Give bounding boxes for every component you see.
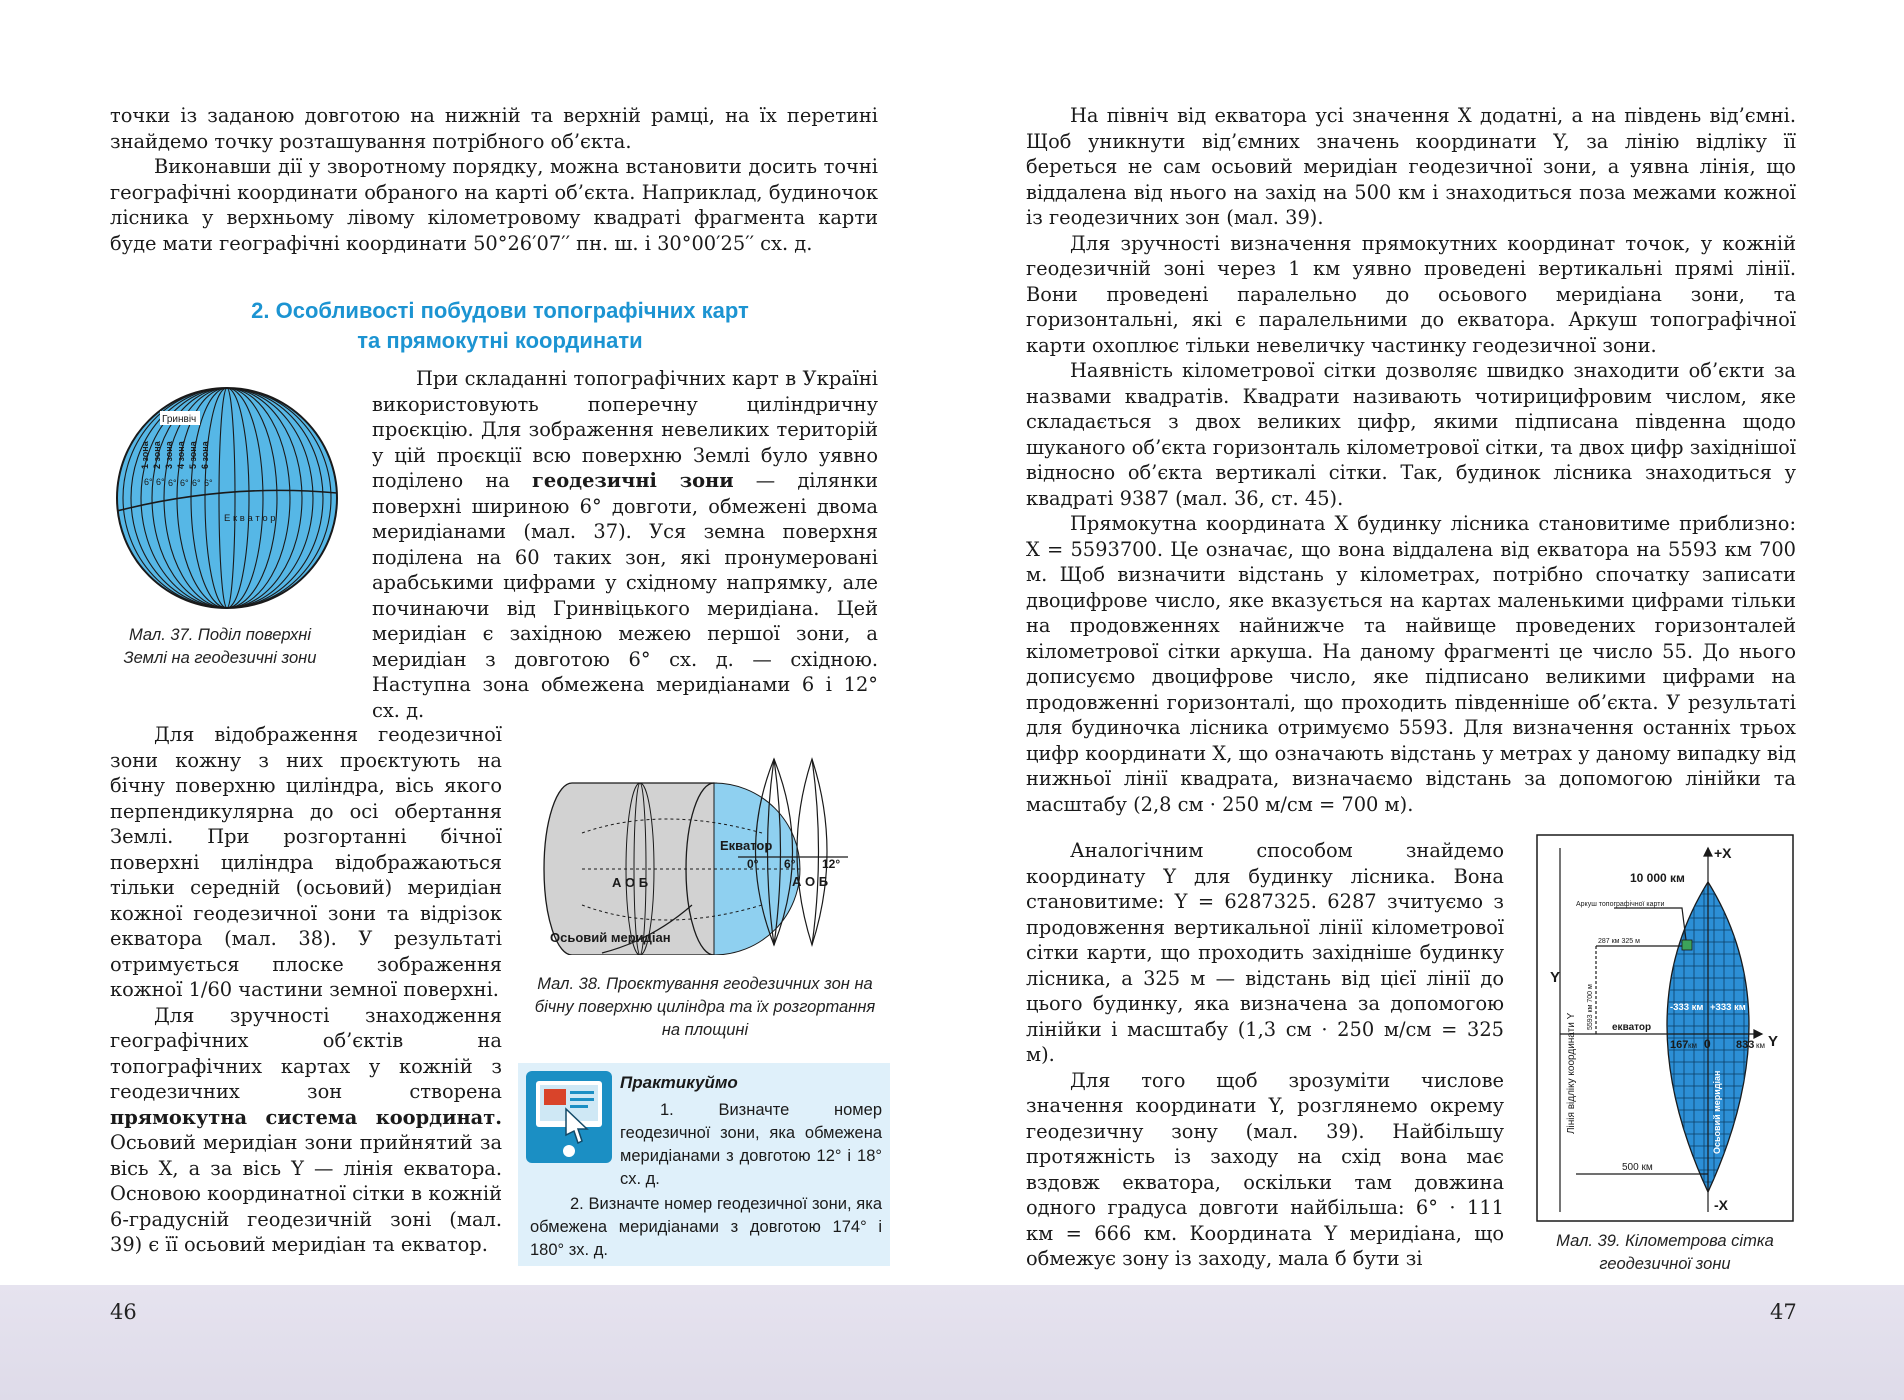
minus-x-label: -X bbox=[1714, 1197, 1728, 1213]
degree-label: 6° bbox=[156, 477, 165, 487]
figure-37-globe bbox=[112, 383, 342, 613]
aob-label: А О Б bbox=[612, 875, 649, 890]
y-axis-end-label: Y bbox=[1768, 1033, 1779, 1050]
paragraph: На північ від екватора усі значення X додатні, а на південь від’ємні. Щоб уникнути від’ємних значень координати Y, за лінію відліку її береться не сам осьовий меридіан геодезичної зони, а уявна лінія, що віддалена від нього на захід на 500 км і знаходиться поза межами кожної із геодезичних зон (мал. 39). bbox=[1026, 104, 1796, 229]
left-text-projection bbox=[372, 366, 878, 723]
equator-label: Е к в а т о р bbox=[224, 513, 276, 524]
zone-label: 3 зона bbox=[164, 441, 174, 469]
page-number-left: 46 bbox=[110, 1300, 137, 1324]
y833-label: 833 bbox=[1736, 1039, 1755, 1051]
figure-39-grid bbox=[1536, 834, 1794, 1222]
practice-item-2: 2. Визначте номер геодезичної зони, яка обмежена меридіанами з довготою 174° і 180° зх. д. bbox=[530, 1195, 882, 1259]
degree-label: 6° bbox=[180, 478, 189, 488]
figure-39-caption: Мал. 39. Кілометрова сітка геодезичної зони bbox=[1556, 1232, 1774, 1273]
paragraph: При складанні топографічних карт в Україні використовують поперечну циліндричну проєкцію. Для зображення невеликих територій у цій проєкції всю поверхню Землі було уявно поділено на геодезичні зони — ділянки поверхні шириною 6° довготи, обмежені двома меридіанами (мал. 37). Уся земна поверхня поділена на 60 таких зон, які пронумеровані арабськими цифрами у східному напрямку, але починаючи від Гринвіцького меридіана. Цей меридіан є західною межею першої зони, а меридіан з довготою 6° сх. д. — східною. Наступна зона обмежена меридіанами 6 і 12° сх. д. bbox=[372, 367, 878, 722]
paragraph: Прямокутна координата X будинку лісника становитиме приблизно: X = 5593700. Це означає, що вона віддалена від екватора на 5593 км 700 м. Щоб визначити відстань у кілометрах, потрібно спочатку записати двоцифрове число, яке вказується на картах маленькими цифрами тільки на продовженнях найнижче та найвище проведених горизонталей кілометрової сітки аркуша. На даному фрагменті це число 55. До нього дописуємо двоцифрове число, яке підписано великими цифрами на продовженні горизонталі, що проходить південніше об’єкта. У результаті для будиночка лісника отримуємо 5593. Для визначення останніх трьох цифр координати X, що означають відстань у метрах у даному випадку від нижньої лінії квадрата, визначаємо відстань за допомогою лінійки та масштабу (2,8 см · 250 м/см = 700 м). bbox=[1026, 512, 1796, 816]
left-text-top bbox=[110, 103, 878, 256]
km-unit: км bbox=[1756, 1041, 1765, 1050]
figure-37-caption: Мал. 37. Поділ поверхні Землі на геодезичні зони bbox=[123, 626, 317, 667]
y167-label: 167 bbox=[1670, 1039, 1689, 1051]
axial-meridian-label: Осьовий меридіан bbox=[1712, 1070, 1722, 1154]
equator-label: Екватор bbox=[720, 838, 773, 853]
term-rectangular-system: прямокутна система координат. bbox=[110, 1105, 502, 1129]
practice-item-1: 1. Визначте номер геодезичної зони, яка обмежена меридіанами з довготою 12° і 18° сх. д. bbox=[620, 1101, 882, 1188]
paragraph: точки із заданою довготою на нижній та верхній рамці, на їх перетині знайдемо точку розташування потрібного об’єкта. bbox=[110, 104, 878, 153]
distance-287-label: 287 км 325 м bbox=[1598, 938, 1640, 945]
degree-12-label: 12° bbox=[822, 857, 841, 871]
practice-box bbox=[518, 1063, 890, 1266]
degree-0-label: 0° bbox=[747, 857, 759, 871]
zone-label: 4 зона bbox=[176, 441, 186, 469]
left-text-cylinder bbox=[110, 722, 502, 1258]
computer-touch-icon bbox=[526, 1071, 612, 1163]
sheet-label: Аркуш топографічної карти bbox=[1576, 901, 1665, 908]
right-text-bottom bbox=[1026, 838, 1504, 1272]
km-unit: км bbox=[1688, 1041, 1697, 1050]
practice-title: Практикуймо bbox=[620, 1073, 738, 1092]
origin-label: 0 bbox=[1704, 1037, 1711, 1051]
axial-meridian-label: Осьовий меридіан bbox=[550, 930, 671, 945]
paragraph: Для зручності знаходження географічних об’єктів на топографічних картах у кожній з геодезичних зон створена прямокутна система координат. Осьовий меридіан зони прийнятий за вісь X, а за вісь Y — лінія екватора. Основою координатної сітки в кожній 6-градусній геодезичній зоні (мал. 39) є її осьовий меридіан та екватор. bbox=[110, 1003, 502, 1256]
zone-label: 6 зона bbox=[200, 441, 210, 469]
paragraph: Наявність кілометрової сітки дозволяє швидко знаходити об’єкти за назвами квадратів. Квадрати називають чотирицифровим числом, яке складається з двох великих цифр, якими підписана південна щодо шуканого об’єкта горизонталь кілометрової сітки, та двох цифр західнішої відносно об’єкта вертикалі сітки. Так, будинок лісника знаходиться у квадраті 9387 (мал. 36, ст. 45). bbox=[1026, 359, 1796, 510]
zone-label: 1 зона bbox=[140, 441, 150, 469]
equator-label: екватор bbox=[1612, 1022, 1652, 1033]
degree-6-label: 6° bbox=[784, 857, 796, 871]
section-heading: 2. Особливості побудови топографічних карт та прямокутні координати bbox=[251, 298, 749, 353]
y-reference-line-label: Лінія відліку координати Y bbox=[1566, 1012, 1577, 1134]
greenwich-label: Гринвіч bbox=[162, 414, 197, 425]
figure-38-cylinder bbox=[542, 755, 862, 955]
paragraph: Аналогічним способом знайдемо координату Y для будинку лісника. Вона становитиме: Y = 6287325. 6287 зчитуємо з продовження вертикальної лінії кілометрової сітки карти, що проходить західніше будинку лісника, а 325 м — відстань від цієї лінії до цього будинку, яка визначена за допомогою лінійки і масштабу (1,3 см · 250 м/см = 325 м). bbox=[1026, 839, 1504, 1066]
paragraph: Для того щоб зрозуміти числове значення координати Y, розглянемо окрему геодезичну зону (мал. 39). Найбільшу протяжність із заходу на схід вона має вздовж екватора, оскільки там довжина одного градуса довготи найбільша: 6° · 111 км = 666 км. Координата Y меридіана, що обмежує зону із заходу, мала б бути зі bbox=[1026, 1068, 1504, 1270]
distance-5593-label: 5593 км 700 м bbox=[1587, 984, 1594, 1030]
degree-label: 6° bbox=[144, 477, 153, 487]
right-text-top bbox=[1026, 103, 1796, 817]
zone-label: 2 зона bbox=[152, 441, 162, 469]
y-axis-label: Y bbox=[1550, 969, 1561, 986]
degree-label: 6° bbox=[204, 478, 213, 488]
term-geodesic-zones: геодезичні зони bbox=[532, 469, 734, 492]
minus-333-label: -333 км bbox=[1670, 1002, 1704, 1013]
degree-label: 6° bbox=[192, 478, 201, 488]
paragraph: Виконавши дії у зворотному порядку, можна встановити досить точні географічні координати обраного на карті об’єкта. Наприклад, будиночок лісника у верхньому лівому кілометровому квадраті фрагмента карти буде мати географічні координати 50°26′07′′ пн. ш. і 30°00′25′′ сх. д. bbox=[110, 155, 878, 255]
figure-38-caption: Мал. 38. Проєктування геодезичних зон на бічну поверхню циліндра та їх розгортання на площині bbox=[534, 975, 876, 1039]
plus-x-label: +X bbox=[1714, 845, 1732, 861]
aob-label: А О Б bbox=[792, 874, 829, 889]
zone-label: 5 зона bbox=[188, 441, 198, 469]
footer-band bbox=[0, 1285, 1904, 1400]
km10000-label: 10 000 км bbox=[1630, 871, 1685, 885]
degree-label: 6° bbox=[168, 478, 177, 488]
km500-label: 500 км bbox=[1622, 1162, 1653, 1173]
plus-333-label: +333 км bbox=[1710, 1002, 1746, 1013]
page-number-right: 47 bbox=[1770, 1300, 1797, 1324]
paragraph: Для відображення геодезичної зони кожну з них проєктують на бічну поверхню циліндра, вісь якого перпендикулярна до осі обертання Землі. При розгортанні бічної поверхні циліндра відображаються тільки середній (осьовий) меридіан кожної геодезичної зони та відрізок екватора (мал. 38). У результаті отримується плоске зображення кожної 1/60 частини земної поверхні. bbox=[110, 723, 502, 1001]
paragraph: Для зручності визначення прямокутних координат точок, у кожній геодезичній зоні через 1 км уявно проведені вертикальні прямі лінії. Вони проведені паралельно до осьового меридіана зони, та горизонтальні, які є паралельними до екватора. Аркуш топографічної карти охоплює тільки невеличку частинку геодезичної зони. bbox=[1026, 231, 1796, 357]
